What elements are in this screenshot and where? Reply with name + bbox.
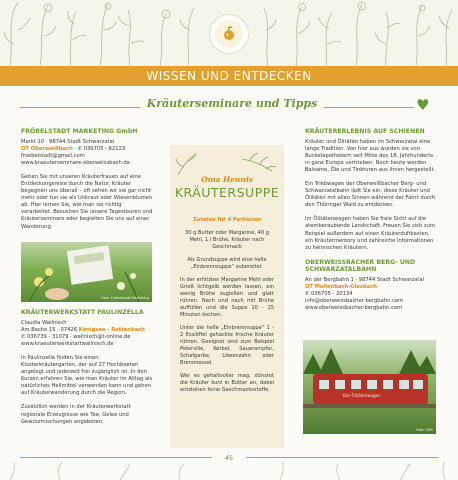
right-text-1: Kräuter und Ölitäten haben im Schwarzatal eine lange Tradition. Von hier aus wurden sie von Buckelapothekern seit Mitte des 18. Jahrhunderts in ganz Europa vertrieben. Noch heute werden Balsame, Öle und Tinkturen aus ihnen hergestellt.: [305, 138, 436, 173]
train-car: [313, 374, 428, 404]
right-heading: KRÄUTERERLEBNIS AUF SCHIENEN: [305, 128, 425, 135]
left-contact-line: [21, 146, 153, 153]
left-intro: Gehen Sie mit unseren Kräuterfrauen auf eine Entdeckungsreise durch die Natur. Kräuter begegnen uns überall – oft sehen wir sie gar nicht mehr oder tun sie als Unkraut oder Wiesenblumen ab. Hier lernen Sie, wie man sie richtig verarbeitet. Besuchen Sie unsere Tagestouren und Kräuterseminare oder begleiten Sie uns auf einer Wanderung.: [21, 173, 153, 230]
right-address-2: An der Bergbahn 1 · 98744 Stadt Schwarzatal: [305, 276, 424, 283]
left-text-3: Zusätzlich werden in der Kräuterwerkstatt regionale Erzeugnisse wie Tee, Gelee und Gewürzmischungen angeboten.: [21, 404, 131, 425]
recipe-base: Als Grundsuppe wird eine helle „Einbrennsuppe“ zubereitet.: [187, 257, 267, 270]
recipe-ingredients-heading: Zutaten für 4 Portionen: [192, 217, 262, 223]
left-address: Markt 10 · 98744 Stadt Schwarzatal: [21, 138, 115, 145]
left-column-2: [21, 309, 153, 433]
herb-photo-caption: Foto: Fröbelstadt Marketing: [101, 296, 149, 300]
recipe-subtitle: Oma Hennis: [201, 175, 253, 184]
right-heading-2: OBERWEISSBACHER BERG- UND SCHWARZATALBAHN: [305, 258, 416, 274]
page-title: Kräuterseminare und Tipps: [146, 97, 318, 110]
herb-photo-illustration: [21, 242, 152, 302]
forest-illustration: [303, 340, 436, 374]
footer-divider-left: [20, 457, 212, 458]
recipe-step-2: Unter die helle „Einbrennsuppe“ 1 - 2 Esslöffel gehackte frische Kräuter rühren. Geeignet sind zum Beispiel Petersilie, Kerbel, Sauerampfer, Schafgarbe, Löwenzahn oder Brennnessel.: [180, 325, 274, 366]
train-window: [335, 380, 345, 389]
recipe-step-3: Wer es gehaltvoller mag, dünstet die Kräuter kurz in Butter an, dabei entstehen feine Geschmacksstoffe.: [180, 373, 274, 393]
recipe-title: KRÄUTERSUPPE: [174, 185, 280, 200]
footer-herb-illustration: [0, 462, 458, 480]
herb-logo-icon: [220, 25, 238, 43]
left-text-2: In Paulinzella finden Sie einen Klosterkräutergarten, der auf 27 Hochbeeten angelegt und jederzeit frei zugänglich ist. In den Kurzen erfahren Sie, wie man Kräuter im Alltag als natürliches Heilmittel verwenden kann und gehen auf Kräuterwanderung durch die Region.: [21, 354, 153, 397]
right-column: [305, 128, 438, 312]
recipe-body: [180, 217, 274, 400]
train-window: [383, 380, 393, 389]
left-web[interactable]: www.kraeuterseminare-oberweissbach.de: [21, 159, 130, 166]
right-web-2[interactable]: www.oberweissbacher-bergbahn.com: [305, 305, 403, 312]
train-window: [399, 380, 409, 389]
recipe-box: [170, 145, 284, 448]
title-divider-right: [324, 107, 414, 108]
recipe-step-1: In der erhitzten Margarine Mehl oder Grieß lichtgelb werden lassen, ein wenig Brühe zugießen und glatt rühren. Nach und nach mit Brühe auffüllen und die Suppe 10 - 15 Minuten kochen.: [180, 277, 274, 318]
left-address-line-2: [21, 327, 153, 334]
section-bar: [0, 66, 458, 86]
left-location-2: Königsee - Rottenbach: [78, 326, 145, 333]
herb-photo: [21, 242, 152, 302]
right-email-2[interactable]: info@oberweissbacher-bergbahn.com: [305, 298, 404, 305]
title-divider-left: [20, 107, 140, 108]
right-text-2: Ein Triebwagen der Oberweißbacher Berg- und Schwarzatalbahn lädt Sie ein, diese Kräuter und Ölitäten mit allen Sinnen während der Fahrt durch den Thüringer Wald zu entdecken.: [305, 180, 436, 209]
train-track: [303, 404, 436, 408]
left-column: [21, 128, 153, 238]
left-address-2: Am Bache 15 · 07426: [21, 326, 78, 333]
left-email[interactable]: froebelstadt@gmail.com: [21, 152, 85, 159]
footer-divider-right: [246, 457, 438, 458]
section-title: WISSEN UND ENTDECKEN: [146, 69, 312, 83]
right-phone-2: ✆ 036705 - 20134: [305, 291, 353, 297]
left-heading: FRÖBELSTADT MARKETING GmbH: [21, 128, 138, 135]
page-number: 45: [224, 454, 234, 462]
train-window: [351, 380, 361, 389]
right-location-2: OT Mellenbach-Glasbach: [305, 283, 377, 290]
left-name-2: Claudia Wallnisch: [21, 319, 67, 326]
heart-icon: ♥: [416, 96, 430, 114]
right-text-3: Im Ölitätenwagen haben Sie freie Sicht auf die atemberaubende Landschaft. Freuen Sie sich zum Beispiel außerdem auf einen Kräuterduftkasten, ein Kräutermemory und zahlreiche Informationen zu heimischen Kräutern.: [305, 216, 435, 251]
recipe-ingredients: 30 g Butter oder Margarine, 40 g Mehl, 1 l Brühe, Kräuter nach Geschmack: [184, 230, 270, 250]
train-window: [319, 380, 329, 389]
left-phone-2: ✆ 036739 - 31079 · wallnisch@t-online.de: [21, 333, 131, 340]
left-web-2[interactable]: www.kraeuterwerkstattwallnisch.de: [21, 340, 114, 347]
left-phone: · ✆ 036705 - 62123: [72, 145, 126, 152]
train-window: [413, 380, 423, 389]
left-location: OT Oberweißbach: [21, 145, 73, 152]
train-window: [367, 380, 377, 389]
logo-badge: [209, 14, 249, 54]
left-heading-2: KRÄUTERWERKSTATT PAULINZELLA: [21, 309, 144, 316]
train-label: Der Ölitätenwagen: [343, 393, 381, 398]
train-photo: [303, 340, 436, 434]
train-photo-caption: Foto: OBS: [415, 428, 433, 432]
